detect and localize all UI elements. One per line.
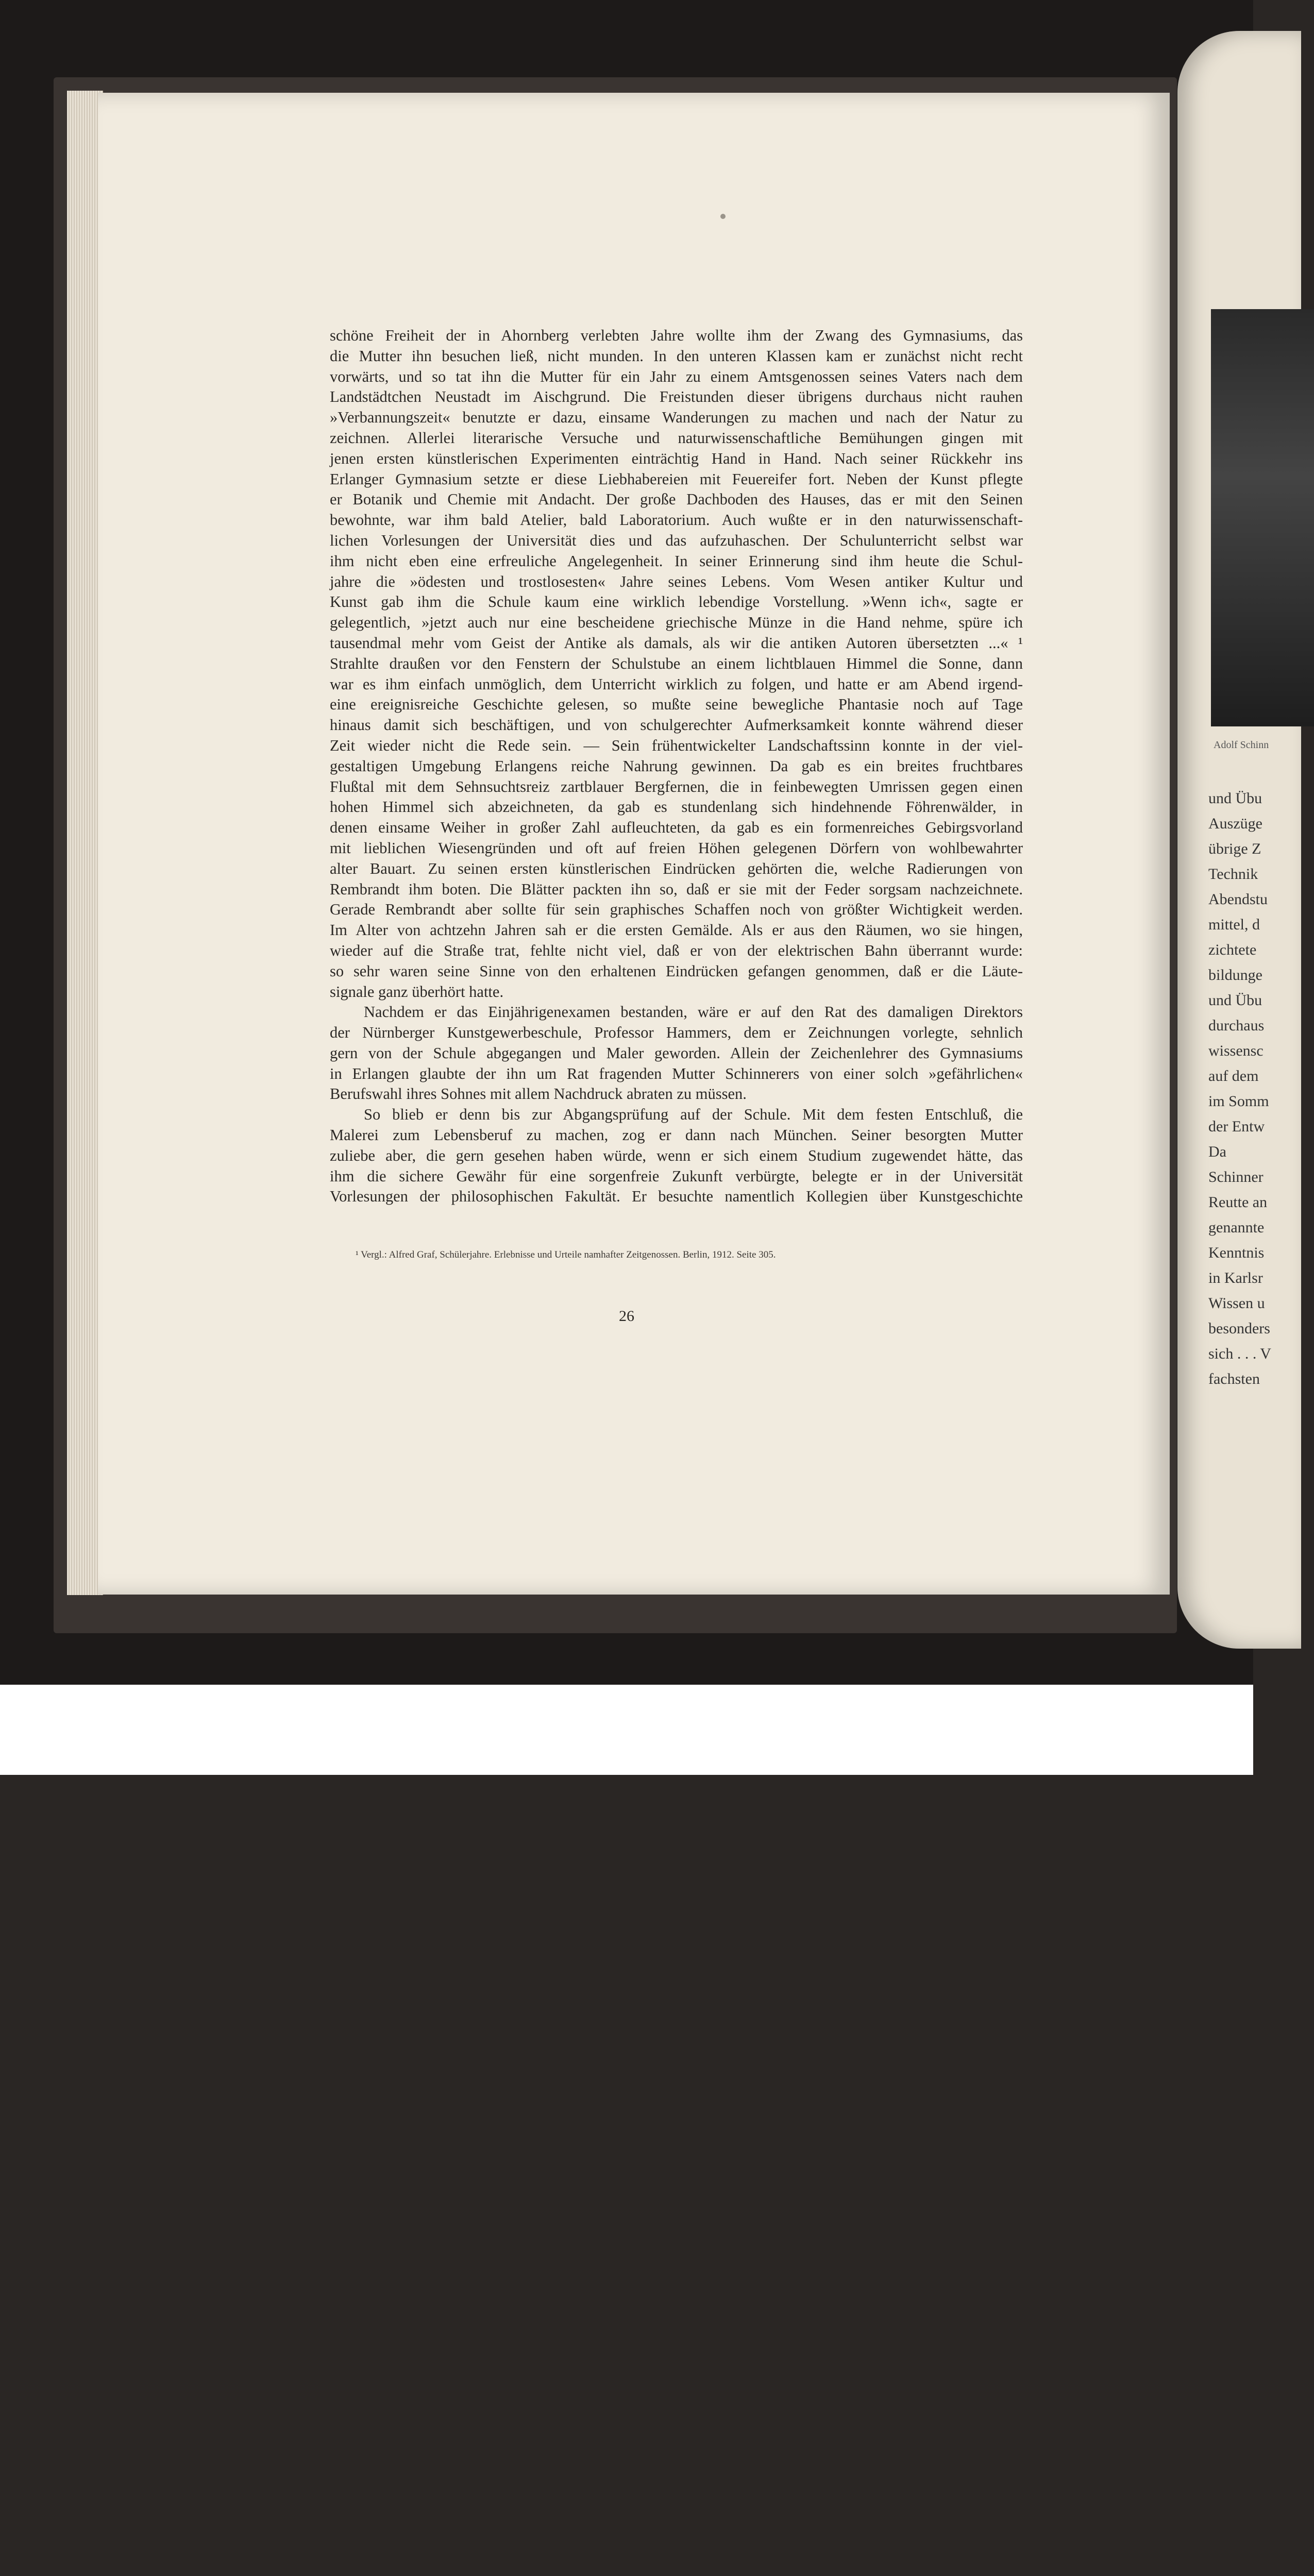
- text-line: zuliebe aber, die gern gesehen haben würde, wenn er sich einem Studium zugewendet hätte, das: [330, 1146, 1023, 1164]
- footnote: ¹ Vergl.: Alfred Graf, Schülerjahre. Erlebnisse und Urteile namhafter Zeitgenossen. Berlin, 1912. Seite 305.: [356, 1249, 776, 1260]
- text-line: Erlanger Gymnasium setzte er diese Liebhabereien mit Feuereifer fort. Neben der Kunst pflegte: [330, 470, 1023, 488]
- text-line: Rembrandt ihm boten. Die Blätter packten ihn so, daß er sie mit der Feder sorgsam nachzeichnete.: [330, 880, 1023, 898]
- text-line: lichen Vorlesungen der Universität dies und das aufzuhaschen. Der Schulunterricht selbst war: [330, 531, 1023, 549]
- body-text: [330, 326, 1023, 1207]
- right-page-line: wissensc: [1208, 1042, 1264, 1059]
- text-line: vorwärts, und so tat ihn die Mutter für ein Jahr zu einem Amtsgenossen seines Vaters nach dem: [330, 367, 1023, 385]
- text-line: ihm nicht eben eine erfreuliche Angelegenheit. In seiner Erinnerung sind ihm heute die Schul-: [330, 552, 1023, 570]
- text-line: Gerade Rembrandt aber sollte für sein graphisches Schaffen noch von größter Wichtigkeit werden.: [330, 901, 1023, 919]
- right-page-line: in Karlsr: [1208, 1269, 1263, 1286]
- right-page-line: Wissen u: [1208, 1295, 1265, 1312]
- right-page-line: fachsten: [1208, 1370, 1260, 1387]
- right-page-line: genannte: [1208, 1219, 1265, 1236]
- text-line: jahre die »ödesten und trostlosesten« Jahre seines Lebens. Vom Wesen antiker Kultur und: [330, 572, 1023, 590]
- right-page-caption: Adolf Schinn: [1214, 739, 1269, 751]
- right-page-line: Reutte an: [1208, 1194, 1268, 1211]
- right-page-text: [1208, 786, 1311, 1392]
- text-line: die Mutter ihn besuchen ließ, nicht munden. In den unteren Klassen kam er zunächst nicht recht: [330, 347, 1023, 365]
- right-page-line: und Übu: [1208, 992, 1262, 1009]
- text-line: tausendmal mehr vom Geist der Antike als damals, als wir die antiken Autoren übersetzten ...« ¹: [330, 634, 1023, 652]
- right-page-line: durchaus: [1208, 1017, 1265, 1034]
- right-page-line: Schinner: [1208, 1168, 1264, 1185]
- text-line: eine ereignisreiche Geschichte gelesen, so mußte seine bewegliche Phantasie noch auf Tage: [330, 696, 1023, 714]
- right-page-line: Abendstu: [1208, 891, 1268, 908]
- right-page-line: mittel, d: [1208, 916, 1260, 933]
- right-page-line: bildunge: [1208, 967, 1262, 984]
- right-page-line: Technik: [1208, 866, 1258, 883]
- text-line: Im Alter von achtzehn Jahren sah er die ersten Gemälde. Als er aus den Räumen, wo sie hingen,: [330, 921, 1023, 939]
- text-line: »Verbannungszeit« benutzte er dazu, einsame Wanderungen zu machen und nach der Natur zu: [330, 409, 1023, 427]
- text-line: er Botanik und Chemie mit Andacht. Der große Dachboden des Hauses, das er mit den Seinen: [330, 490, 1023, 509]
- text-line: war es ihm einfach unmöglich, dem Unterricht wirklich zu folgen, und hatte er am Abend irgend-: [330, 675, 1023, 693]
- text-line: ihm die sichere Gewähr für eine sorgenfreie Zukunft verbürgte, belegte er in der Universität: [330, 1167, 1023, 1185]
- text-line: Landstädtchen Neustadt im Aischgrund. Die Freistunden dieser übrigens durchaus nicht rauhen: [330, 388, 1023, 406]
- text-line: gelegentlich, »jetzt auch nur eine bescheidene griechische Münze in die Hand nehme, spüre ich: [330, 614, 1023, 632]
- text-line: hinaus damit sich beschäftigen, und von schulgerechter Aufmerksamkeit konnte während dieser: [330, 716, 1023, 734]
- text-line: signale ganz überhört hatte.: [330, 982, 504, 1001]
- text-line: Berufswahl ihres Sohnes mit allem Nachdruck abraten zu müssen.: [330, 1085, 747, 1103]
- text-line: zeichnen. Allerlei literarische Versuche und naturwissenschaftliche Bemühungen gingen mit: [330, 429, 1023, 447]
- text-line: gern von der Schule abgegangen und Maler geworden. Allein der Zeichenlehrer des Gymnasiums: [330, 1044, 1023, 1062]
- text-line: schöne Freiheit der in Ahornberg verlebten Jahre wollte ihm der Zwang des Gymnasiums, das: [330, 327, 1023, 344]
- right-page-line: besonders: [1208, 1320, 1270, 1337]
- right-page-line: übrige Z: [1208, 840, 1261, 857]
- paper-speck: [720, 214, 726, 219]
- text-line: Kunst gab ihm die Schule kaum eine wirklich lebendige Vorstellung. »Wenn ich«, sagte er: [330, 593, 1023, 611]
- text-line: der Nürnberger Kunstgewerbeschule, Professor Hammers, dem er Zeichnungen vorlegte, sehnlich: [330, 1024, 1023, 1042]
- text-line: Flußtal mit dem Sehnsuchtsreiz zartblauer Bergfernen, die in feinbewegten Umrissen gegen einen: [330, 777, 1023, 795]
- text-line: bewohnte, war ihm bald Atelier, bald Laboratorium. Auch wußte er in den naturwissenschaft-: [330, 511, 1023, 529]
- right-page-line: und Übu: [1208, 790, 1262, 807]
- page-number: 26: [619, 1308, 634, 1325]
- viewer-footer: [0, 1685, 1253, 1775]
- text-line: Strahlte draußen vor den Fenstern der Schulstube an einem lichtblauen Himmel die Sonne, dann: [330, 654, 1023, 672]
- right-page-line: Auszüge: [1208, 815, 1262, 832]
- right-page-photo: [1211, 309, 1314, 726]
- text-line: Zeit wieder nicht die Rede sein. — Sein frühentwickelter Landschaftssinn konnte in der viel-: [330, 736, 1023, 754]
- text-line: Vorlesungen der philosophischen Fakultät. Er besuchte namentlich Kollegien über Kunstgeschichte: [330, 1188, 1023, 1206]
- right-page-line: sich . . . V: [1208, 1345, 1271, 1362]
- right-page: [1177, 31, 1301, 1649]
- text-line: wieder auf die Straße trat, fehlte nicht viel, daß er von der elektrischen Bahn überrannt wurde:: [330, 941, 1023, 959]
- right-page-line: Kenntnis: [1208, 1244, 1265, 1261]
- right-page-line: Da: [1208, 1143, 1226, 1160]
- text-line: gestaltigen Umgebung Erlangens reiche Nahrung gewinnen. Da gab es ein breites fruchtbares: [330, 757, 1023, 775]
- text-line: Malerei zum Lebensberuf zu machen, zog er dann nach München. Seiner besorgten Mutter: [330, 1126, 1023, 1144]
- text-line: jenen ersten künstlerischen Experimenten einträchtig Hand in Hand. Nach seiner Rückkehr ins: [330, 449, 1023, 467]
- text-line: Nachdem er das Einjährigenexamen bestanden, wäre er auf den Rat des damaligen Direktors: [364, 1003, 1023, 1021]
- right-page-line: auf dem: [1208, 1067, 1259, 1084]
- text-line: hohen Himmel sich abzeichneten, da gab es stundenlang sich hindehnende Föhrenwälder, in: [330, 798, 1023, 816]
- right-page-line: zichtete: [1208, 941, 1257, 958]
- text-line: in Erlangen glaubte der ihn um Rat fragenden Mutter Schinnerers von einer solch »gefährlichen«: [330, 1064, 1023, 1082]
- text-line: mit lieblichen Wiesengründen und oft auf freien Höhen gelegenen Dörfern von wohlbewahrter: [330, 839, 1023, 857]
- text-line: alter Bauart. Zu seinen ersten künstlerischen Eindrücken gehörten die, welche Radierungen von: [330, 859, 1023, 877]
- right-page-line: der Entw: [1208, 1118, 1265, 1135]
- text-line: denen einsame Weiher in großer Zahl aufleuchteten, da gab es ein formenreiches Gebirgsvorland: [330, 819, 1023, 837]
- right-page-line: im Somm: [1208, 1093, 1269, 1110]
- text-line: So blieb er denn bis zur Abgangsprüfung auf der Schule. Mit dem festen Entschluß, die: [364, 1106, 1023, 1124]
- text-line: so sehr waren seine Sinne von den erhaltenen Eindrücken gefangen genommen, daß er die Läute-: [330, 962, 1023, 980]
